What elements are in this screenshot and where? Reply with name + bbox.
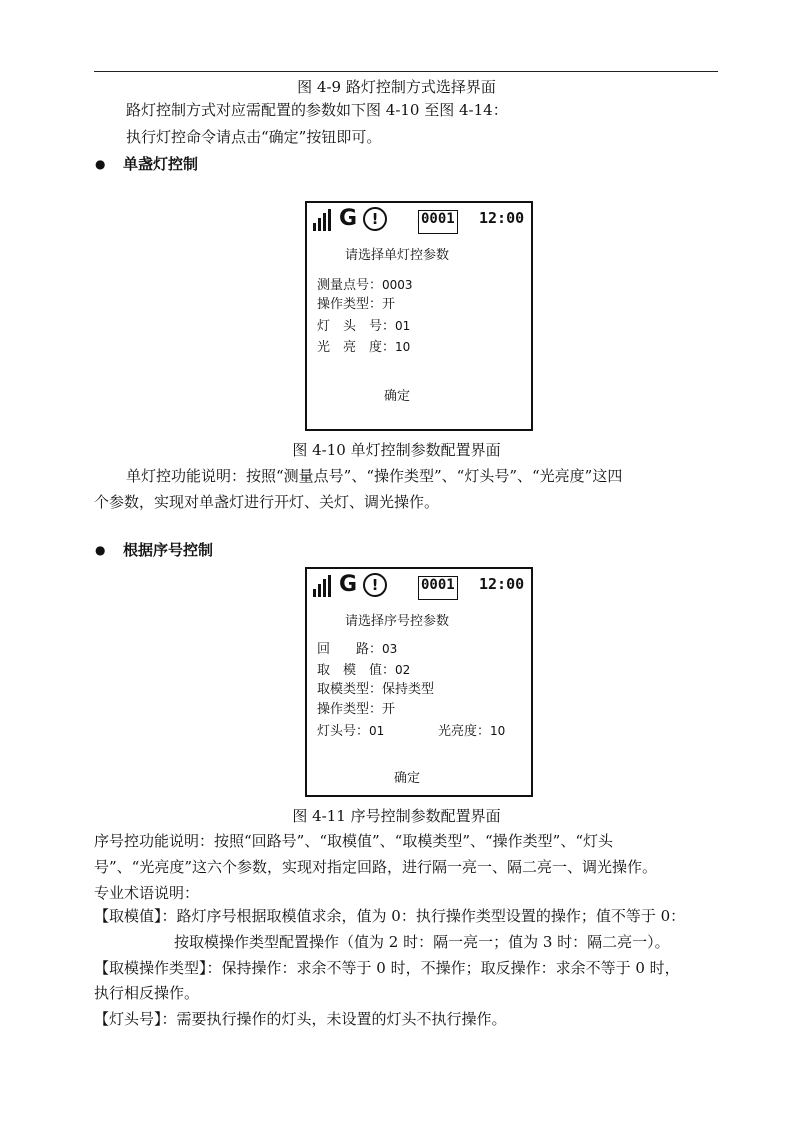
param-row xyxy=(317,641,397,658)
param-label: 操作类型： xyxy=(317,702,383,717)
param-row xyxy=(317,339,410,356)
glossary-modulo-line-2: 按取模操作类型配置操作（值为 2 时：隔一亮一；值为 3 时：隔二亮一）。 xyxy=(174,933,670,951)
alert-icon: ! xyxy=(363,573,387,597)
counter-display: 0001 xyxy=(418,210,458,234)
serial-desc-line-1: 序号控功能说明：按照“回路号”、“取模值”、“取模类型”、“操作类型”、“灯头 xyxy=(94,832,614,850)
param-label: 取模类型： xyxy=(317,682,383,697)
param-label: 操作类型： xyxy=(317,297,383,312)
loop-value[interactable]: 03 xyxy=(382,642,398,656)
measure-point-value[interactable]: 0003 xyxy=(382,278,413,292)
header-rule xyxy=(94,71,718,72)
param-label: 灯 头 号： xyxy=(317,319,396,334)
figure-caption-4-9: 图 4-9 路灯控制方式选择界面 xyxy=(297,78,496,96)
screen-title: 请选择单灯控参数 xyxy=(345,248,450,263)
param-label: 取 模 值： xyxy=(317,663,396,678)
single-lamp-desc-line-2: 个参数，实现对单盏灯进行开灯、关灯、调光操作。 xyxy=(94,493,440,511)
bullet-icon: ● xyxy=(95,157,106,171)
modulo-type-value[interactable]: 保持类型 xyxy=(382,682,435,697)
glossary-modulo-type-line-1: 【取模操作类型】：保持操作：求余不等于 0 时，不操作；取反操作：求余不等于 0 时， xyxy=(94,959,680,977)
figure-caption-4-10: 图 4-10 单灯控制参数配置界面 xyxy=(292,441,501,459)
glossary-title: 专业术语说明： xyxy=(94,884,200,902)
param-row xyxy=(317,723,384,740)
single-lamp-desc-line-1: 单灯控功能说明：按照“测量点号”、“操作类型”、“灯头号”、“光亮度”这四 xyxy=(126,467,623,485)
lamp-head-value[interactable]: 01 xyxy=(395,319,411,333)
figure-caption-4-11: 图 4-11 序号控制参数配置界面 xyxy=(292,807,501,825)
brightness-value[interactable]: 10 xyxy=(490,724,506,738)
param-label: 回 路： xyxy=(317,642,383,657)
intro-line-2: 执行灯控命令请点击“确定”按钮即可。 xyxy=(126,128,382,146)
glossary-modulo-type-line-2: 执行相反操作。 xyxy=(94,984,200,1002)
param-row xyxy=(438,723,505,740)
section-heading-single-lamp: 单盏灯控制 xyxy=(123,155,199,173)
signal-bars-icon xyxy=(313,575,331,597)
param-row xyxy=(317,297,395,313)
param-label: 灯头号： xyxy=(317,724,370,739)
param-label: 光亮度： xyxy=(438,724,491,739)
operation-type-value[interactable]: 开 xyxy=(382,297,396,312)
intro-line-1: 路灯控制方式对应需配置的参数如下图 4-10 至图 4-14： xyxy=(126,101,508,119)
param-label: 光 亮 度： xyxy=(317,340,396,355)
clock-display: 12:00 xyxy=(479,209,525,227)
glossary-modulo-line-1: 【取模值】：路灯序号根据取模值求余，值为 0：执行操作类型设置的操作；值不等于 0： xyxy=(94,907,686,925)
confirm-button[interactable]: 确定 xyxy=(394,771,421,786)
param-row xyxy=(317,702,395,718)
bullet-icon: ● xyxy=(95,543,106,557)
param-label: 测量点号： xyxy=(317,278,383,293)
brightness-value[interactable]: 10 xyxy=(395,340,411,354)
param-row xyxy=(317,277,413,294)
clock-display: 12:00 xyxy=(479,575,525,593)
param-row xyxy=(317,662,410,679)
device-screen-serial-control xyxy=(305,567,533,797)
screen-title: 请选择序号控参数 xyxy=(345,614,450,629)
gprs-icon: G xyxy=(339,206,358,231)
confirm-button[interactable]: 确定 xyxy=(384,389,411,404)
param-row xyxy=(317,682,434,698)
operation-type-value[interactable]: 开 xyxy=(382,702,396,717)
gprs-icon: G xyxy=(339,572,358,597)
signal-bars-icon xyxy=(313,209,331,231)
device-screen-single-lamp xyxy=(305,201,533,431)
glossary-lamp-head: 【灯头号】：需要执行操作的灯头，未设置的灯头不执行操作。 xyxy=(94,1010,507,1028)
lamp-head-value[interactable]: 01 xyxy=(369,724,385,738)
counter-display: 0001 xyxy=(418,576,458,600)
param-row xyxy=(317,318,410,335)
serial-desc-line-2: 号”、“光亮度”这六个参数，实现对指定回路，进行隔一亮一、隔二亮一、调光操作。 xyxy=(94,858,658,876)
alert-icon: ! xyxy=(363,207,387,231)
section-heading-serial-control: 根据序号控制 xyxy=(123,541,214,559)
modulo-value[interactable]: 02 xyxy=(395,663,411,677)
